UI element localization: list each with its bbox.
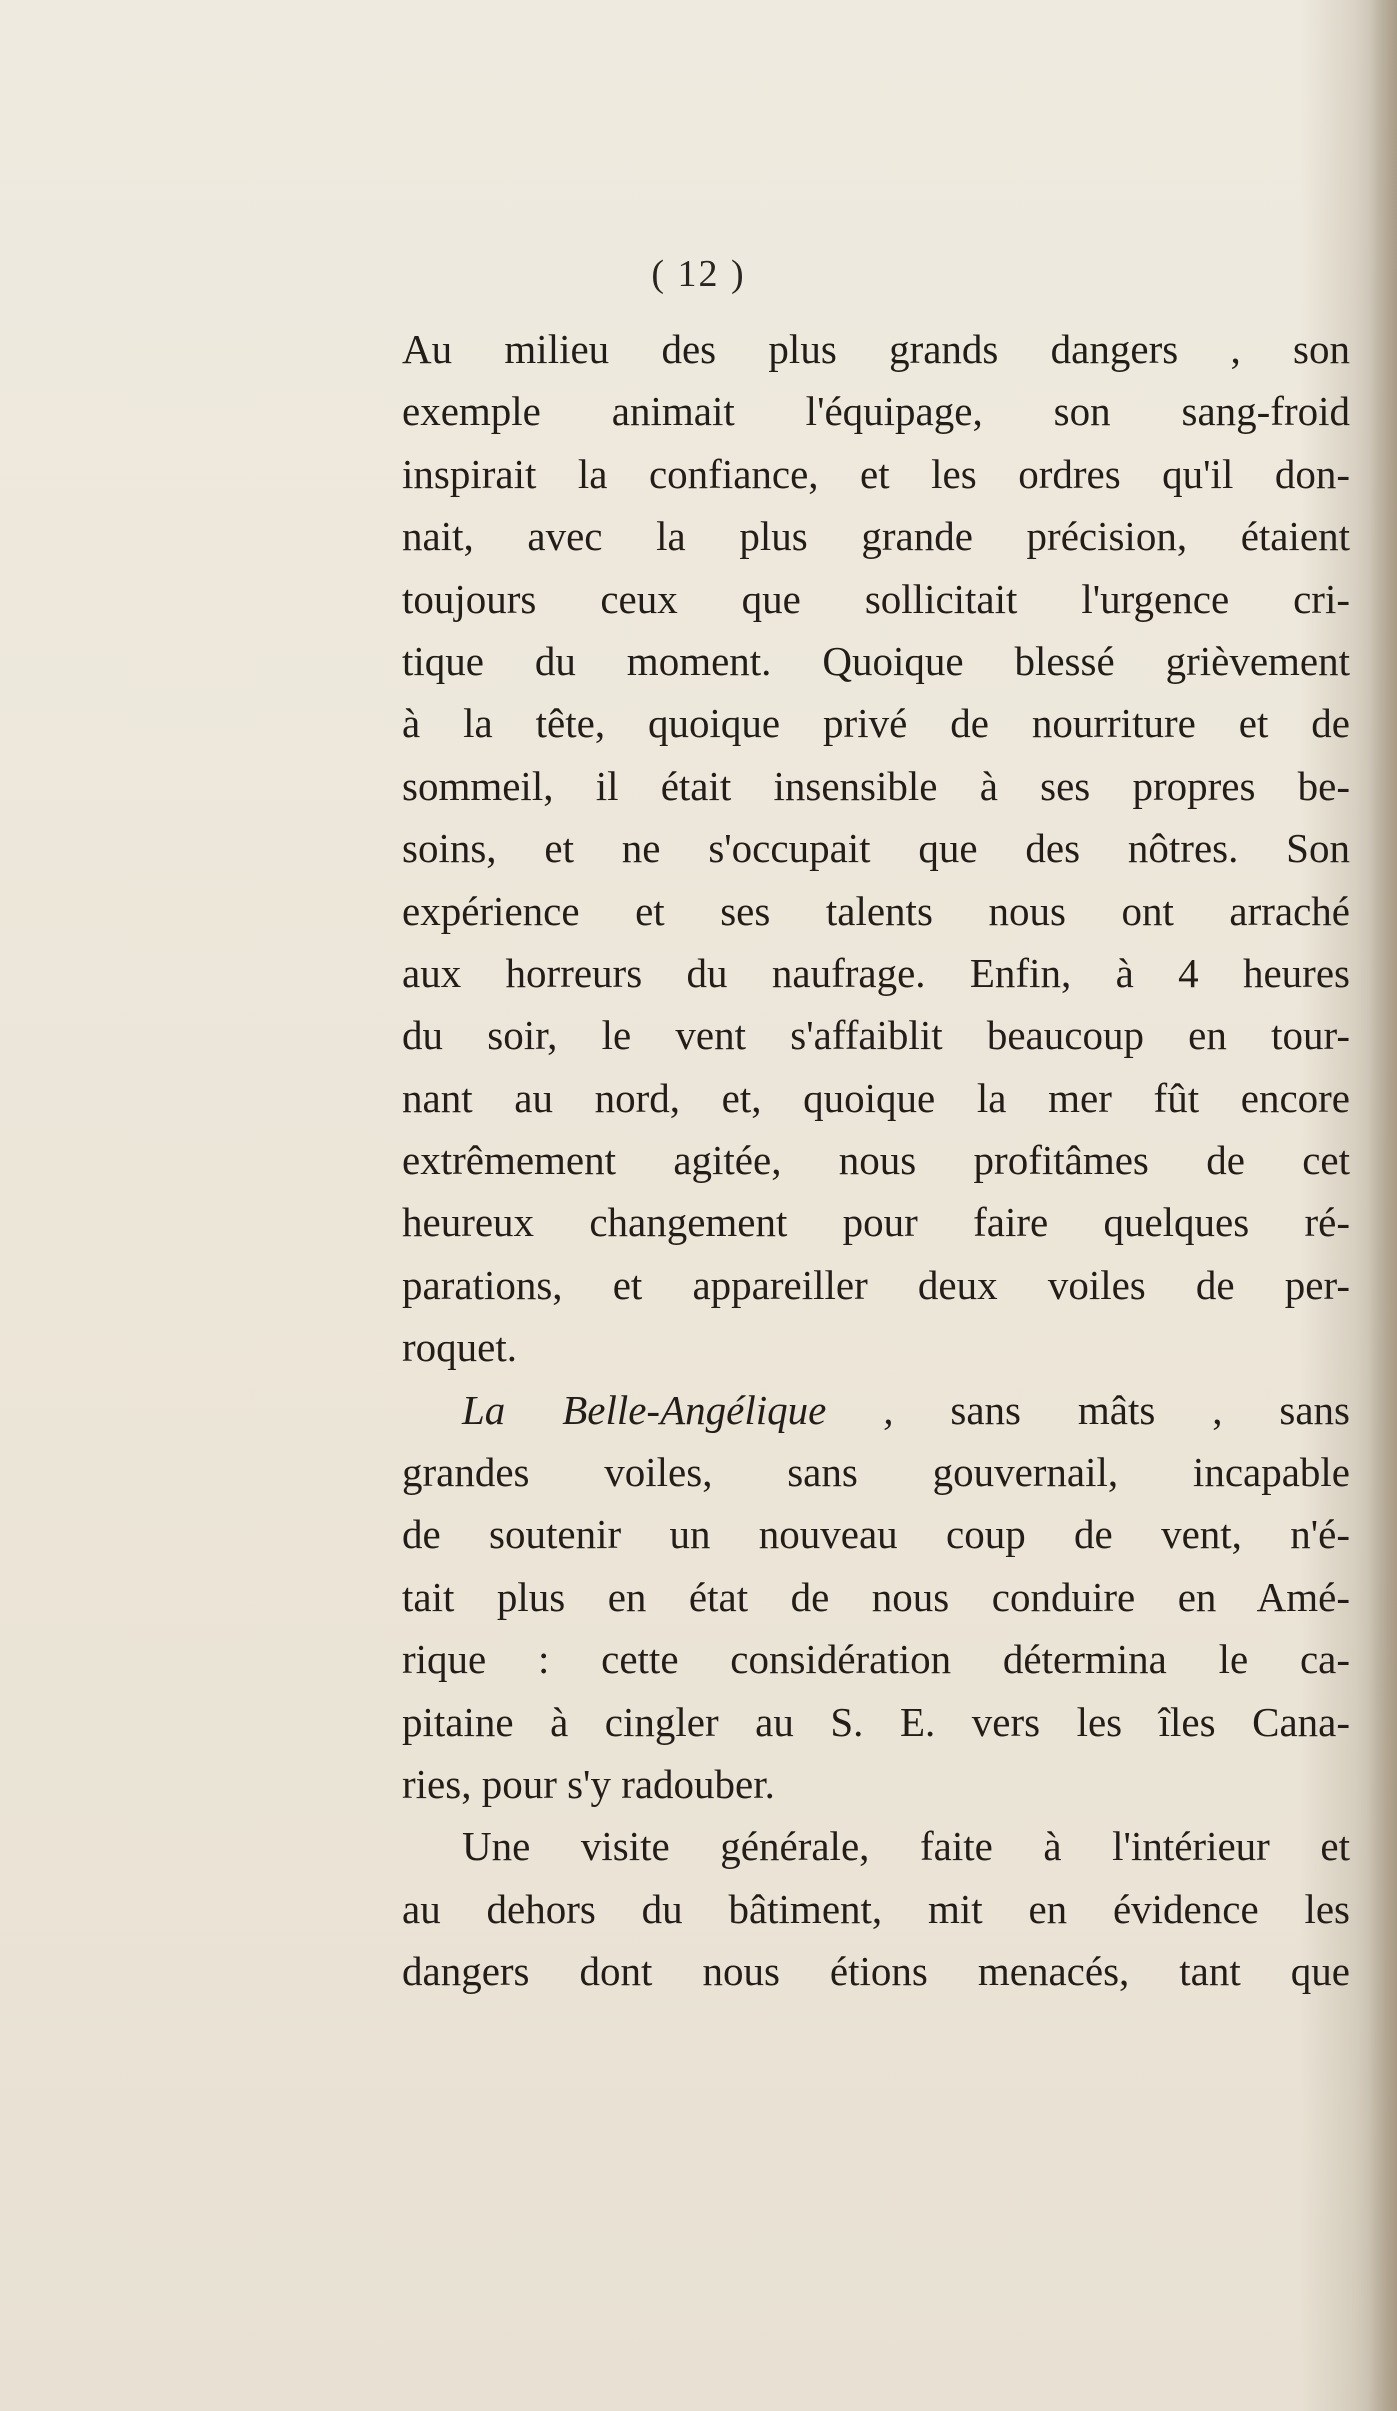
text-line: soins, et ne s'occupait que des nôtres. Son: [402, 825, 1350, 872]
text-line: Une visite générale, faite à l'intérieur et: [462, 1823, 1350, 1870]
text-line: tait plus en état de nous conduire en Amé-: [402, 1573, 1350, 1620]
text-line: nant au nord, et, quoique la mer fût encore: [402, 1074, 1350, 1121]
text-line: sommeil, il était insensible à ses propres be-: [402, 762, 1350, 809]
body-text: [402, 318, 1350, 2003]
page-number: ( 12 ): [651, 253, 746, 295]
text-line: roquet.: [402, 1324, 517, 1371]
text-line: inspirait la confiance, et les ordres qu'il don-: [402, 450, 1350, 497]
text-line: exemple animait l'équipage, son sang-froid: [402, 388, 1350, 435]
text-line: nait, avec la plus grande précision, étaient: [402, 513, 1350, 560]
text-line: à la tête, quoique privé de nourriture et de: [402, 700, 1350, 747]
text-fragment: sans mâts , sans: [950, 1386, 1350, 1433]
text-line: tique du moment. Quoique blessé grièvement: [402, 637, 1350, 684]
text-line: heureux changement pour faire quelques ré-: [402, 1199, 1350, 1246]
text-line: extrêmement agitée, nous profitâmes de cet: [402, 1137, 1350, 1184]
text-line: expérience et ses talents nous ont arraché: [402, 887, 1350, 934]
text-line: du soir, le vent s'affaiblit beaucoup en tour-: [402, 1012, 1350, 1059]
text-line: ries, pour s'y radouber.: [402, 1760, 775, 1807]
text-line: pitaine à cingler au S. E. vers les îles Cana-: [402, 1698, 1350, 1745]
text-line: rique : cette considération détermina le ca-: [402, 1636, 1350, 1683]
ship-name: La Belle-Angélique ,: [462, 1386, 894, 1433]
text-line: dangers dont nous étions menacés, tant que: [402, 1948, 1350, 1995]
page-binding-shadow: [1369, 0, 1397, 2411]
text-line: grandes voiles, sans gouvernail, incapable: [402, 1449, 1350, 1496]
text-line: de soutenir un nouveau coup de vent, n'é-: [402, 1511, 1350, 1558]
text-line: au dehors du bâtiment, mit en évidence les: [402, 1885, 1350, 1932]
text-line: toujours ceux que sollicitait l'urgence cri-: [402, 575, 1350, 622]
paragraph-line: [402, 1379, 1350, 1441]
text-line: Au milieu des plus grands dangers , son: [402, 326, 1350, 372]
text-line: aux horreurs du naufrage. Enfin, à 4 heures: [402, 949, 1350, 996]
text-line: parations, et appareiller deux voiles de per-: [402, 1261, 1350, 1308]
